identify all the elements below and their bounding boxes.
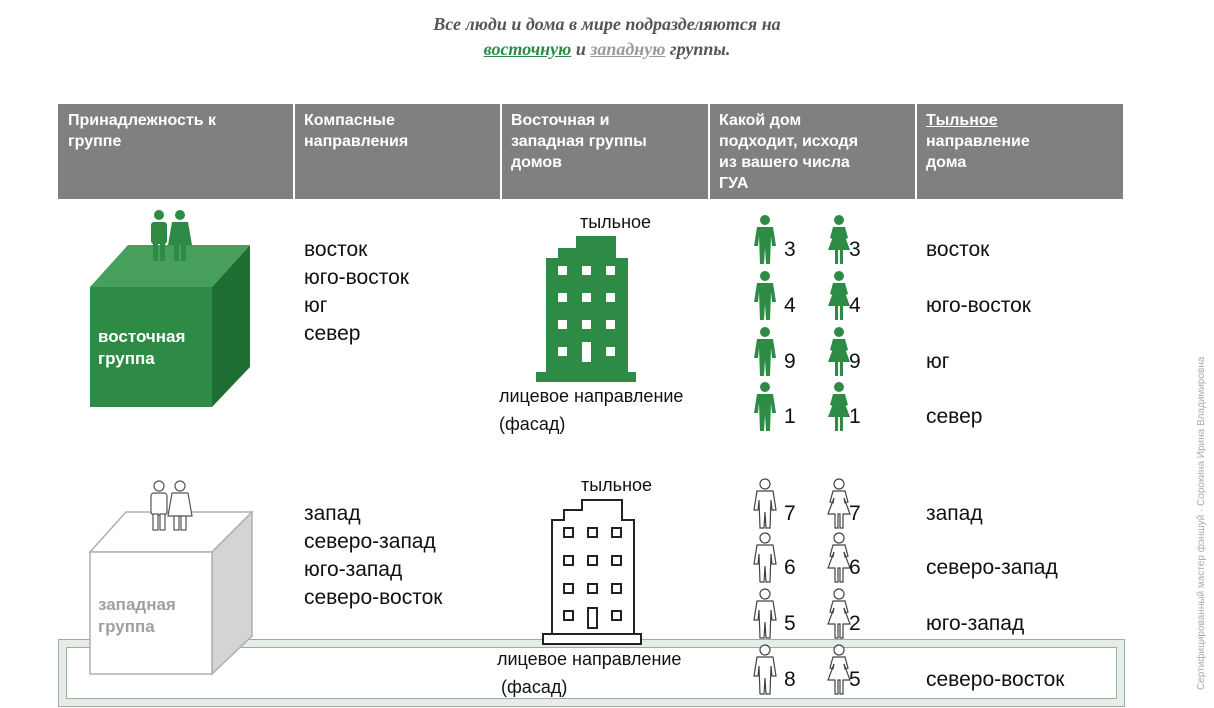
east-front-line2: (фасад) [499, 414, 566, 434]
header-text: ГУА [719, 175, 749, 192]
header-text: подходит, исходя [719, 133, 859, 150]
east-front-caption [499, 382, 683, 438]
west-front-caption [497, 645, 681, 701]
back-direction-value: север [926, 405, 983, 428]
back-direction-value: запад [926, 502, 983, 525]
east-direction: юг [304, 294, 328, 317]
east-direction: север [304, 322, 361, 345]
male-gua-number: 5 [784, 612, 796, 635]
header-gua-number [709, 104, 916, 199]
male-gua-number: 7 [784, 502, 796, 525]
east-directions-list [304, 236, 409, 348]
back-direction-value: северо-запад [926, 556, 1058, 579]
east-cube [80, 205, 260, 415]
east-direction: юго-восток [304, 266, 409, 289]
male-figure-icon [752, 478, 778, 535]
header-text: домов [511, 154, 562, 171]
title-west-link[interactable]: западную [590, 39, 666, 59]
east-front-line1: лицевое направление [499, 386, 684, 406]
title-east-link[interactable]: восточную [483, 39, 572, 59]
header-text: Принадлежность к [68, 112, 217, 129]
west-direction: северо-восток [304, 586, 443, 609]
female-gua-number: 2 [849, 612, 861, 635]
male-figure-icon [752, 381, 778, 438]
west-direction: северо-запад [304, 530, 436, 553]
header-text: дома [926, 154, 967, 171]
title-and: и [575, 39, 586, 59]
west-direction: юго-запад [304, 558, 403, 581]
female-gua-number: 5 [849, 668, 861, 691]
header-group-membership [58, 104, 294, 199]
male-figure-icon [752, 588, 778, 645]
header-divider [915, 104, 917, 199]
male-gua-number: 4 [784, 294, 796, 317]
header-text: Какой дом [719, 112, 802, 129]
title-groups: группы. [669, 39, 731, 59]
header-text: направления [304, 133, 409, 150]
header-text: направление [926, 133, 1030, 150]
female-gua-number: 6 [849, 556, 861, 579]
header-compass-directions [294, 104, 501, 199]
header-text: Восточная и [511, 112, 610, 129]
west-house-icon [542, 498, 642, 646]
east-label-line1: восточная [98, 327, 186, 346]
west-cube [80, 476, 260, 681]
male-figure-icon [752, 214, 778, 271]
female-gua-number: 7 [849, 502, 861, 525]
west-label-line1: западная [98, 595, 176, 614]
male-gua-number: 1 [784, 405, 796, 428]
male-gua-number: 8 [784, 668, 796, 691]
header-divider [293, 104, 295, 199]
male-figure-icon [752, 532, 778, 589]
west-back-caption: тыльное [581, 475, 653, 495]
male-gua-number: 9 [784, 350, 796, 373]
header-text: Тыльное [926, 112, 998, 129]
back-direction-value: юго-восток [926, 294, 1031, 317]
header-house-groups [501, 104, 709, 199]
east-house-icon [536, 236, 636, 384]
male-gua-number: 3 [784, 238, 796, 261]
male-figure-icon [752, 326, 778, 383]
back-direction-value: юго-запад [926, 612, 1025, 635]
east-group-label [98, 326, 185, 370]
back-direction-value: юг [926, 350, 950, 373]
title-line1: Все люди и дома в мире подразделяются на [433, 14, 781, 34]
page-title [0, 12, 1214, 62]
male-gua-number: 6 [784, 556, 796, 579]
header-text: западная группы [511, 133, 647, 150]
male-figure-icon [752, 270, 778, 327]
back-direction-value: восток [926, 238, 990, 261]
header-text: Компасные [304, 112, 395, 129]
west-front-line1: лицевое направление [497, 649, 682, 669]
header-text: из вашего числа [719, 154, 850, 171]
west-front-line2: (фасад) [501, 677, 568, 697]
west-group-label [98, 594, 176, 638]
back-direction-value: северо-восток [926, 668, 1065, 691]
header-divider [708, 104, 710, 199]
male-figure-icon [752, 644, 778, 701]
female-gua-number: 1 [849, 405, 861, 428]
east-direction: восток [304, 238, 368, 261]
west-label-line2: группа [98, 617, 155, 636]
east-label-line2: группа [98, 349, 155, 368]
female-gua-number: 3 [849, 238, 861, 261]
side-watermark-text [1196, 250, 1214, 690]
west-directions-list [304, 500, 442, 612]
header-text: группе [68, 133, 122, 150]
west-direction: запад [304, 502, 361, 525]
header-back-direction [916, 104, 1123, 199]
side-text: Сертифицированный мастер фэншуй · Сорокина Ирина Владимировна [1196, 356, 1207, 690]
female-gua-number: 4 [849, 294, 861, 317]
header-divider [500, 104, 502, 199]
east-back-caption: тыльное [580, 212, 652, 232]
female-gua-number: 9 [849, 350, 861, 373]
